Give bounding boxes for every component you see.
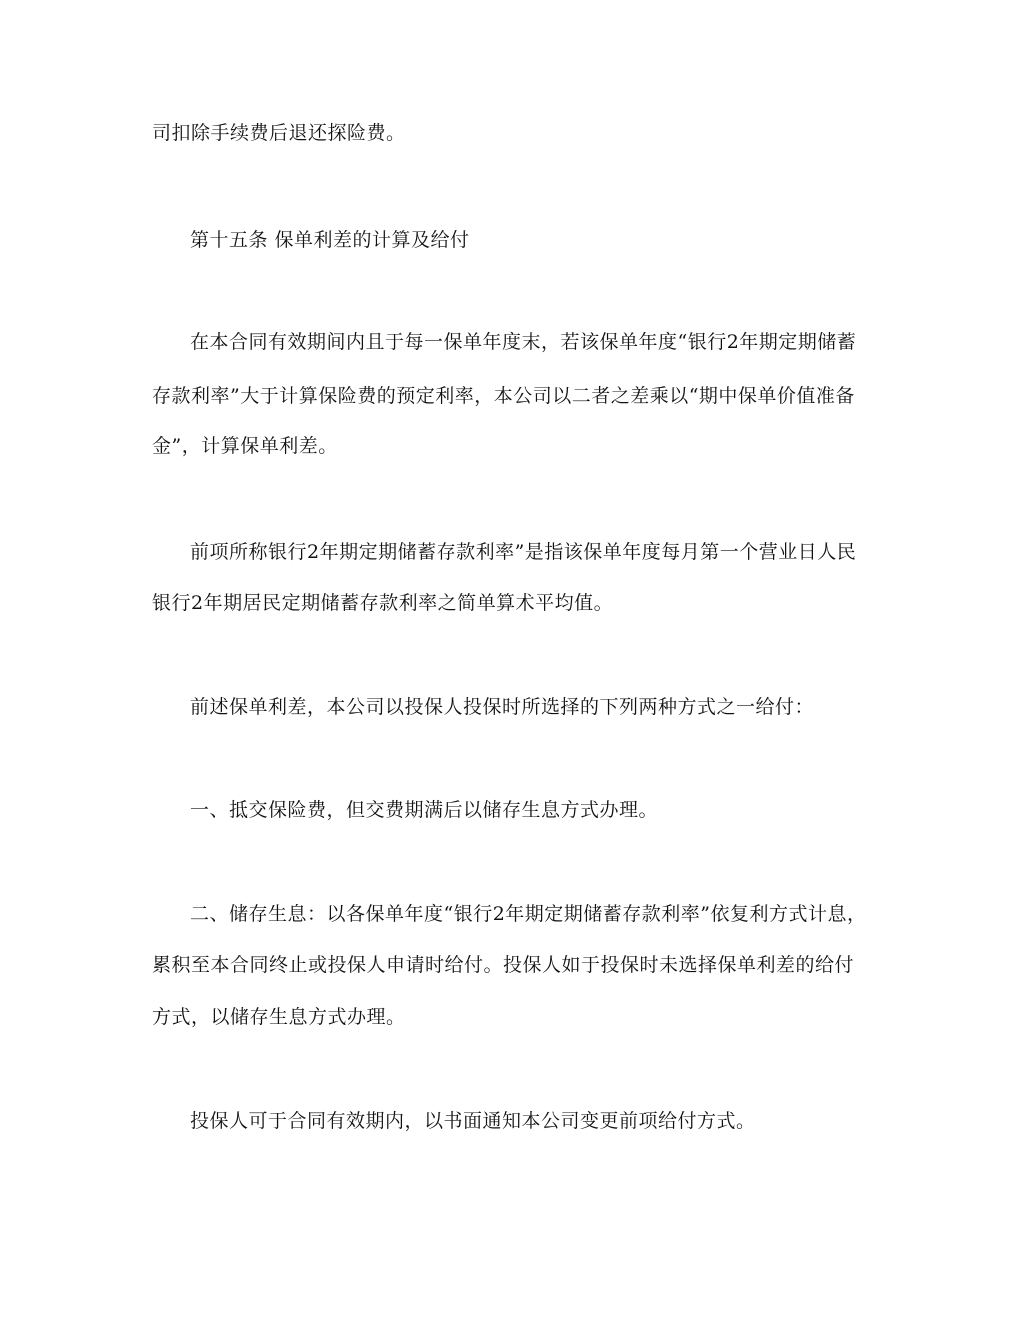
text-line-8: 前述保单利差，本公司以投保人投保时所选择的下列两种方式之一给付： xyxy=(190,696,815,718)
text-line-13: 投保人可于合同有效期内，以书面通知本公司变更前项给付方式。 xyxy=(190,1110,756,1132)
text-line-7: 银行2年期居民定期储蓄存款利率之简单算术平均值。 xyxy=(152,592,614,614)
text-line-6: 前项所称银行2年期定期储蓄存款利率”是指该保单年度每月第一个营业日人民 xyxy=(190,541,857,563)
text-line-10: 二、储存生息：以各保单年度“银行2年期定期储蓄存款利率”依复利方式计息， xyxy=(190,903,867,925)
text-line-1: 司扣除手续费后退还探险费。 xyxy=(152,122,406,144)
text-line-12: 方式，以储存生息方式办理。 xyxy=(152,1006,406,1028)
text-line-11: 累积至本合同终止或投保人申请时给付。投保人如于投保时未选择保单利差的给付 xyxy=(152,954,855,976)
text-line-4: 存款利率”大于计算保险费的预定利率，本公司以二者之差乘以“期中保单价值准备 xyxy=(152,385,855,407)
text-line-3: 在本合同有效期间内且于每一保单年度末，若该保单年度“银行2年期定期储蓄 xyxy=(190,331,857,353)
text-line-9: 一、抵交保险费，但交费期满后以储存生息方式办理。 xyxy=(190,799,659,821)
text-line-5: 金”，计算保单利差。 xyxy=(152,435,338,457)
section-heading: 第十五条 保单利差的计算及给付 xyxy=(190,229,470,251)
